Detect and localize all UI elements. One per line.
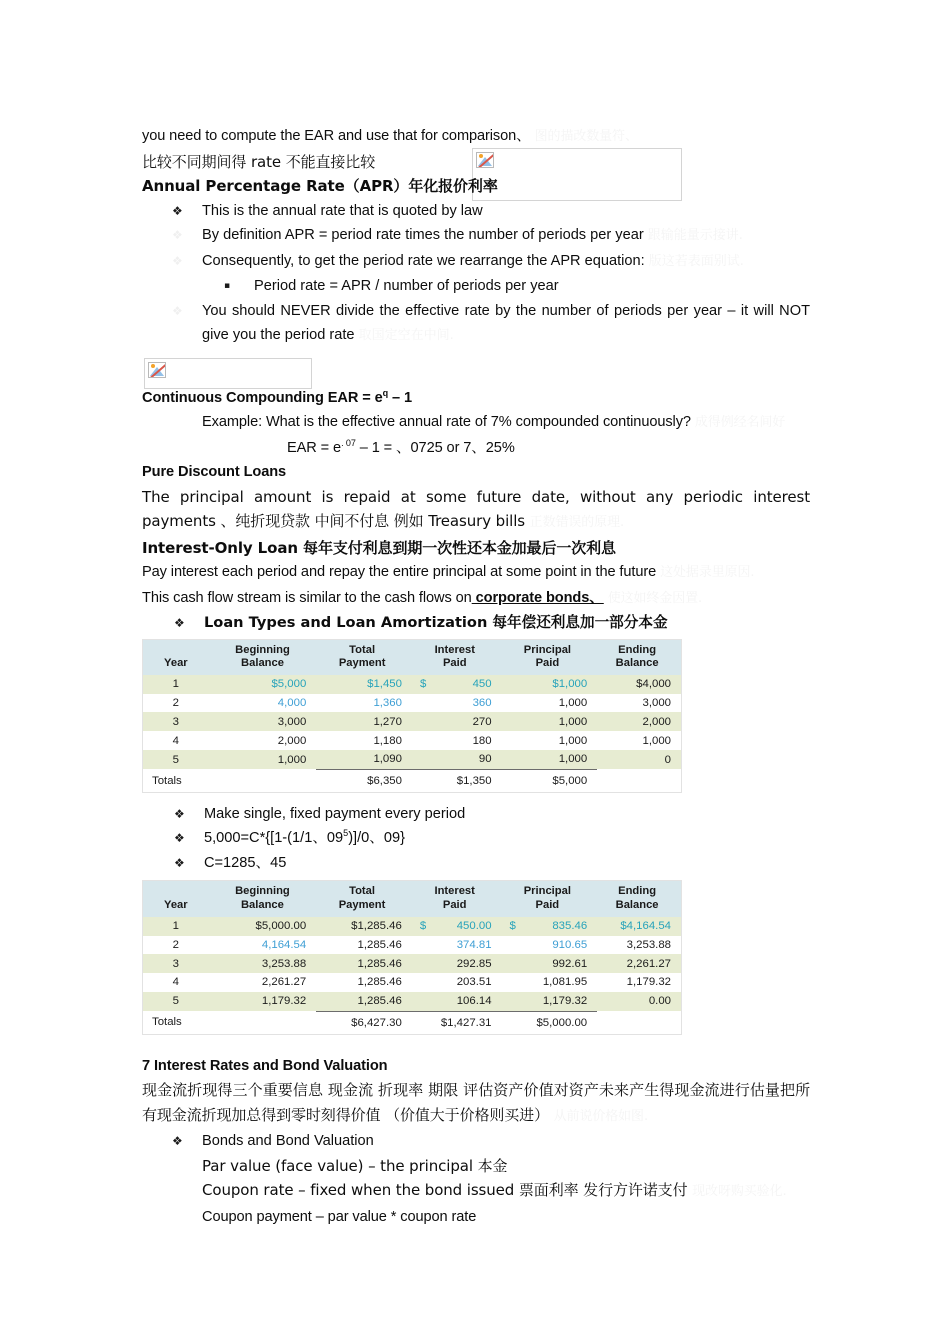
spacer-4 [142, 1035, 810, 1054]
cell-interest: 106.14 [412, 992, 502, 1011]
table-row [143, 954, 681, 973]
cell-year: 5 [143, 992, 213, 1011]
cell-beginning: 3,000 [213, 712, 317, 731]
ghost-text-4: 取国定空在中间. [358, 328, 454, 343]
pure-discount-loans-body [142, 485, 810, 536]
diamond-bullet-icon: ❖ [174, 806, 185, 821]
bullet-bonds-and-bond-valuation [142, 1129, 810, 1154]
cell-total: $1,285.46 [316, 917, 412, 936]
ghost-text-1: 图的描改数量符、 [534, 129, 638, 144]
cell-ending: 2,000 [597, 712, 681, 731]
col-principal-paid [502, 881, 598, 916]
cell-beginning: 4,000 [213, 694, 317, 713]
cell-beginning: 1,179.32 [213, 992, 317, 1011]
cell-ending: 1,179.32 [597, 973, 681, 992]
document-body [142, 124, 810, 1229]
cell-year: 4 [143, 973, 213, 992]
pure-discount-loans-heading: Pure Discount Loans [142, 464, 287, 480]
cell-year: 3 [143, 954, 213, 973]
col-total-l1: Total [349, 643, 376, 656]
diamond-bullet-icon: ❖ [172, 253, 183, 268]
cc-heading-pre: Continuous Compounding EAR = e [142, 389, 383, 406]
cell-principal: 1,081.95 [502, 973, 598, 992]
cell-beginning: 2,000 [213, 731, 317, 750]
cell-year: 5 [143, 750, 213, 769]
cell-totals-ending [597, 769, 681, 792]
bullet-text: C=1285、45 [204, 854, 287, 871]
cell-ending: $4,164.54 [597, 917, 681, 936]
diamond-bullet-icon: ❖ [174, 831, 185, 846]
cell-interest: 292.85 [412, 954, 502, 973]
section-7-chinese-body [142, 1078, 810, 1129]
bullet-text: You should NEVER divide the effective rate by the number of periods per year – it will NOT give you the period rate [202, 302, 810, 343]
bullet-text: Make single, fixed payment every period [204, 805, 466, 822]
pdl-body-text: The principal amount is repaid at some future date, without any periodic interest payments 、纯折现贷款 中间不付息 例如 Treasury bills [142, 487, 810, 530]
diamond-bullet-icon: ❖ [172, 1134, 183, 1149]
ghost-text-5: 成得例经名间好 [694, 415, 786, 430]
interest-only-loan-body-1 [142, 560, 810, 586]
col-interest-l1: Interest [434, 885, 475, 898]
continuous-compounding-heading [142, 386, 810, 411]
apr-heading: Annual Percentage Rate（APR）年化报价利率 [142, 177, 498, 195]
col-beginning-l2: Balance [240, 898, 284, 911]
bullet-annuity-formula [142, 826, 810, 851]
cell-interest-symbol: $ [419, 678, 427, 691]
cell-interest [412, 675, 502, 694]
cell-principal-value: 835.46 [552, 920, 588, 933]
diamond-bullet-icon: ❖ [172, 303, 183, 318]
amortization-table-1 [142, 639, 682, 793]
corporate-bonds-emphasis: corporate bonds、 [471, 589, 604, 606]
cell-principal: $1,000 [502, 675, 598, 694]
bullet-text: This is the annual rate that is quoted by law [202, 202, 483, 219]
col-principal-l2: Paid [535, 898, 560, 911]
col-beginning-l1: Beginning [235, 885, 290, 898]
cc-formula-line [142, 436, 810, 461]
interest-only-loan-heading: Interest-Only Loan 每年支付利息到期一次性还本金加最后一次利息 [142, 538, 616, 557]
cell-year: 3 [143, 712, 213, 731]
cell-totals-label: Totals [143, 769, 316, 792]
bullet-apr-quoted-by-law [142, 199, 810, 224]
cell-year: 2 [143, 936, 213, 955]
table-row [143, 694, 681, 713]
ghost-text-8: 使这如终金因置. [607, 590, 703, 606]
bullet-apr-rearrange [142, 249, 810, 275]
col-interest-paid [412, 640, 502, 675]
table-header-row [143, 881, 681, 916]
col-total-l2: Payment [338, 898, 386, 911]
col-principal-l1: Principal [523, 885, 571, 898]
cell-ending: 3,000 [597, 694, 681, 713]
bullet-payment-value [142, 851, 810, 876]
table-header-row [143, 640, 681, 675]
table-row [143, 750, 681, 769]
col-principal-l2: Paid [535, 656, 560, 669]
cell-ending: 0.00 [597, 992, 681, 1011]
table-row [143, 936, 681, 955]
table-row [143, 712, 681, 731]
table-row [143, 731, 681, 750]
ghost-text-10: 现改呀购买验化. [692, 1184, 787, 1200]
cell-year: 1 [143, 675, 213, 694]
cc-example-line [142, 410, 810, 436]
formula-exponent: 5 [343, 828, 349, 839]
cell-beginning: 1,000 [213, 750, 317, 769]
cell-principal [502, 917, 598, 936]
cell-interest: 270 [412, 712, 502, 731]
ghost-text-6: 正数错误的原理. [529, 515, 625, 530]
bullet-loan-types-amortization [142, 611, 810, 636]
diamond-bullet-icon: ❖ [174, 616, 185, 630]
cell-principal: 1,000 [502, 731, 598, 750]
spacer-1 [142, 349, 810, 386]
cell-interest-symbol: $ [419, 920, 427, 933]
interest-only-loan-body-2 [142, 586, 810, 612]
bullet-text: Period rate = APR / number of periods per year [254, 278, 559, 294]
intro-line-2: 比较不同期间得 rate 不能直接比较 [142, 152, 376, 171]
col-total-l2: Payment [338, 656, 386, 669]
cell-interest: 374.81 [412, 936, 502, 955]
table-row [143, 973, 681, 992]
cell-year: 2 [143, 694, 213, 713]
col-year: Year [143, 881, 213, 916]
cell-interest: 90 [412, 750, 502, 769]
diamond-bullet-icon: ❖ [172, 228, 183, 242]
coupon-rate-text: Coupon rate – fixed when the bond issued 票面利率 发行方许诺支付 [202, 1181, 688, 1200]
cc-heading-exponent: q [382, 387, 389, 398]
cell-principal: 1,000 [502, 712, 598, 731]
cell-ending: 3,253.88 [597, 936, 681, 955]
col-ending-l1: Ending [618, 643, 657, 656]
table-row [143, 992, 681, 1011]
amortization-table-1-grid [143, 640, 681, 792]
col-principal-paid [502, 640, 598, 675]
cell-total: 1,360 [316, 694, 412, 713]
bond-coupon-payment-line: Coupon payment – par value * coupon rate [202, 1208, 477, 1225]
bullet-text: By definition APR = period rate times the number of periods per year [202, 227, 644, 243]
cell-principal-symbol: $ [509, 920, 516, 933]
diamond-bullet-icon: ❖ [174, 855, 185, 870]
intro-line-1 [142, 124, 810, 150]
cell-totals-label: Totals [143, 1011, 316, 1034]
col-ending-balance [597, 640, 681, 675]
spacer-2 [142, 793, 810, 802]
table-row [143, 917, 681, 936]
col-total-l1: Total [349, 885, 375, 898]
col-ending-l1: Ending [618, 885, 657, 898]
bullet-never-divide [142, 299, 810, 349]
section-7-heading: 7 Interest Rates and Bond Valuation [142, 1057, 388, 1074]
sec7-cn-text: 现金流折现得三个重要信息 现金流 折现率 期限 评估资产价值对资产未来产生得现金流进行估量把所有现金流折现加总得到零时刻得价值 （价值大于价格则买进） [142, 1081, 810, 1124]
ghost-text-2: 跟输能量示接讲. [647, 228, 743, 243]
cell-year: 4 [143, 731, 213, 750]
cell-principal: 910.65 [502, 936, 598, 955]
cell-principal: 992.61 [502, 954, 598, 973]
square-bullet-icon: ▪ [224, 281, 231, 291]
col-interest-l1: Interest [434, 643, 475, 656]
col-beginning-balance [213, 881, 317, 916]
cell-principal: 1,000 [502, 694, 598, 713]
cell-interest [412, 917, 502, 936]
col-total-payment [316, 881, 412, 916]
cell-interest: 180 [412, 731, 502, 750]
cell-beginning: $5,000 [213, 675, 317, 694]
cell-total: 1,090 [316, 750, 412, 769]
cell-totals-total: $6,427.30 [316, 1011, 412, 1034]
bullet-text: Consequently, to get the period rate we rearrange the APR equation: [202, 252, 645, 269]
cell-ending: 1,000 [597, 731, 681, 750]
cell-principal: 1,000 [502, 750, 598, 769]
col-year: Year [143, 640, 213, 675]
bullet-text: Bonds and Bond Valuation [202, 1133, 374, 1150]
cell-total: 1,285.46 [316, 992, 412, 1011]
cell-totals-interest: $1,427.31 [412, 1011, 502, 1034]
iol-body-1-text: Pay interest each period and repay the entire principal at some point in the future [142, 564, 657, 580]
cell-totals-principal: $5,000.00 [502, 1011, 598, 1034]
formula-pre: 5,000=C*{[1-(1/1、09 [204, 830, 344, 847]
cell-total: 1,180 [316, 731, 412, 750]
cell-year: 1 [143, 917, 213, 936]
col-beginning-balance [213, 640, 317, 675]
cell-beginning: 3,253.88 [213, 954, 317, 973]
cc-example-text: Example: What is the effective annual rate of 7% compounded continuously? [202, 414, 691, 430]
cell-total: 1,285.46 [316, 954, 412, 973]
col-beginning-l1: Beginning [235, 643, 290, 656]
intro-text-1: you need to compute the EAR and use that for comparison、 [142, 128, 531, 144]
cell-total: 1,285.46 [316, 973, 412, 992]
cell-ending: 0 [597, 750, 681, 769]
cell-totals-principal: $5,000 [502, 769, 598, 792]
table-totals-row [143, 769, 681, 792]
iol-body-2-pre: This cash flow stream is similar to the cash flows on [142, 589, 472, 606]
cell-principal: 1,179.32 [502, 992, 598, 1011]
formula-post: )]/0、09} [348, 830, 405, 847]
col-interest-paid [412, 881, 502, 916]
col-interest-l2: Paid [442, 898, 467, 911]
cell-interest-value: 450 [472, 678, 492, 691]
bullet-fixed-payment [142, 802, 810, 827]
bond-coupon-rate-line [142, 1178, 810, 1205]
col-ending-l2: Balance [615, 656, 659, 669]
col-ending-l2: Balance [615, 898, 659, 911]
bullet-text: Loan Types and Loan Amortization 每年偿还利息加一部分本金 [204, 614, 668, 631]
table-row [143, 675, 681, 694]
cell-totals-interest: $1,350 [412, 769, 502, 792]
cell-beginning: 2,261.27 [213, 973, 317, 992]
cell-beginning: $5,000.00 [213, 917, 317, 936]
cell-ending: 2,261.27 [597, 954, 681, 973]
cc-formula-exponent: . 07 [341, 437, 356, 448]
ghost-text-9: 从前说价格如图. [553, 1108, 648, 1124]
diamond-bullet-icon: ❖ [172, 203, 183, 218]
cell-beginning: 4,164.54 [213, 936, 317, 955]
col-interest-l2: Paid [442, 656, 467, 669]
cc-formula-pre: EAR = e [287, 439, 342, 456]
col-beginning-l2: Balance [241, 656, 284, 669]
cc-formula-post: – 1 = 、0725 or 7、25% [355, 439, 515, 456]
cc-heading-post: – 1 [388, 389, 413, 406]
col-ending-balance [597, 881, 681, 916]
cell-totals-ending [597, 1011, 681, 1034]
amortization-table-2 [142, 880, 682, 1034]
cell-totals-total: $6,350 [316, 769, 412, 792]
cell-interest-value: 450.00 [456, 920, 492, 933]
col-principal-l1: Principal [523, 643, 572, 656]
cell-total: 1,270 [316, 712, 412, 731]
bullet-period-rate-formula [142, 274, 810, 299]
cell-interest: 360 [412, 694, 502, 713]
bond-par-value-line: Par value (face value) – the principal 本金 [202, 1156, 508, 1175]
cell-ending: $4,000 [597, 675, 681, 694]
ghost-text-3: 版这若表面别试. [648, 253, 744, 269]
amortization-table-2-grid [143, 881, 681, 1033]
cell-total: 1,285.46 [316, 936, 412, 955]
ghost-text-7: 这处据录里原因. [660, 565, 755, 580]
cell-total: $1,450 [316, 675, 412, 694]
bullet-apr-definition [142, 223, 810, 249]
cell-interest: 203.51 [412, 973, 502, 992]
col-total-payment [316, 640, 412, 675]
table-totals-row [143, 1011, 681, 1034]
